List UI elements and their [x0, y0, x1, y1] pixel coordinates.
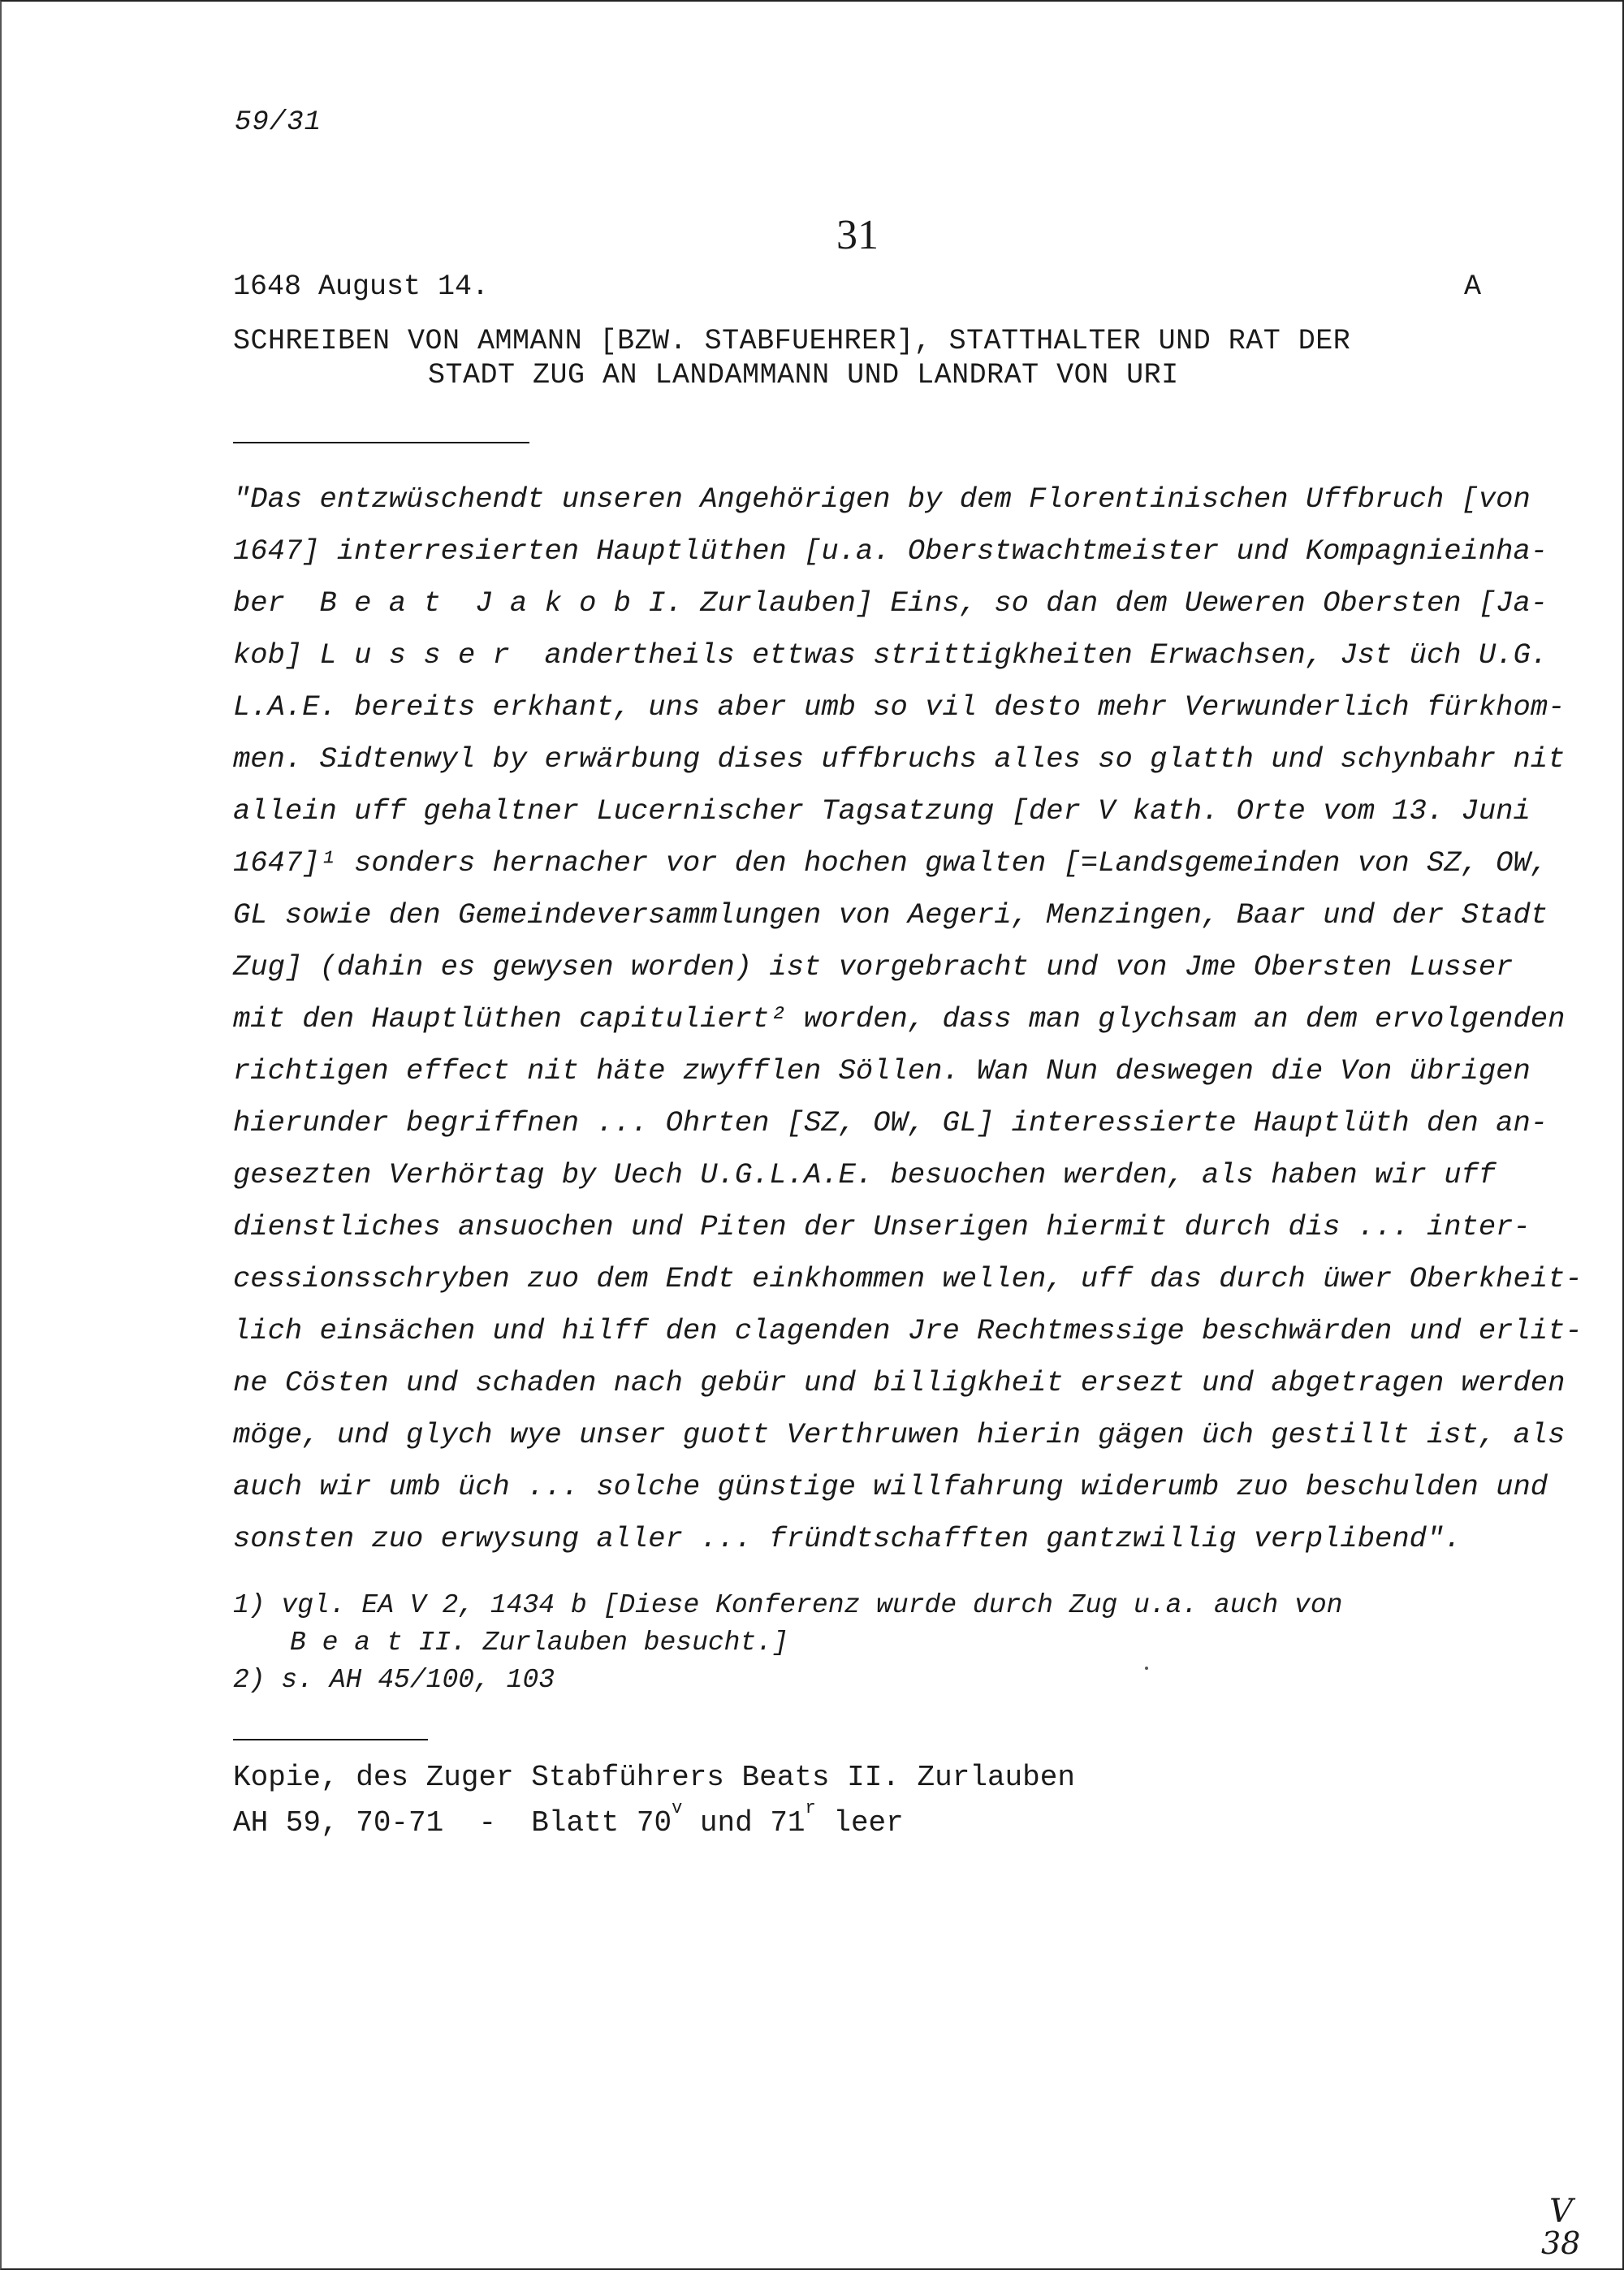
handwritten-page-number: 38 — [1541, 2225, 1581, 2261]
body-line: 1647]¹ sonders hernacher vor den hochen gwalten [=Landsgemeinden von SZ, OW, — [233, 846, 1548, 880]
body-line: cessionsschryben zuo dem Endt einkhommen wellen, uff das durch üwer Oberkheit- — [233, 1262, 1583, 1295]
handwritten-check: V — [1549, 2193, 1573, 2230]
document-date: 1648 August 14. — [233, 270, 490, 303]
archive-id: 59/31 — [235, 107, 322, 138]
body-line: mit den Hauptlüthen capituliert² worden, dass man glychsam an dem ervolgenden — [233, 1002, 1566, 1036]
footnote-2: 2) s. AH 45/100, 103 — [233, 1665, 555, 1695]
verso-superscript: v — [672, 1798, 683, 1818]
stray-mark — [1145, 1667, 1148, 1670]
footnote-1-continued: B e a t II. Zurlauben besucht.] — [290, 1628, 788, 1658]
body-line: GL sowie den Gemeindeversammlungen von Aegeri, Menzingen, Baar und der Stadt — [233, 898, 1548, 932]
recto-superscript: r — [805, 1798, 816, 1818]
body-line: gesezten Verhörtag by Uech U.G.L.A.E. besuochen werden, als haben wir uff — [233, 1158, 1497, 1191]
body-line: auch wir umb üch ... solche günstige willfahrung widerumb zuo beschulden und — [233, 1470, 1548, 1503]
body-line: möge, und glych wye unser guott Verthruwen hierin gägen üch gestillt ist, als — [233, 1418, 1566, 1451]
divider-bottom — [233, 1739, 428, 1740]
body-line: sonsten zuo erwysung aller ... fründtschafften gantzwillig verplibend". — [233, 1522, 1462, 1555]
source-line-2 — [233, 1798, 904, 1840]
body-line: "Das entzwüschendt unseren Angehörigen by dem Florentinischen Uffbruch [von — [233, 482, 1531, 516]
title-line-2: STADT ZUG AN LANDAMMANN UND LANDRAT VON URI — [428, 359, 1179, 391]
body-line: ber B e a t J a k o b I. Zurlauben] Eins, so dan dem Ueweren Obersten [Ja- — [233, 586, 1548, 620]
body-line: dienstliches ansuochen und Piten der Unserigen hiermit durch dis ... inter- — [233, 1210, 1531, 1243]
body-line: allein uff gehaltner Lucernischer Tagsatzung [der V kath. Orte vom 13. Juni — [233, 794, 1531, 828]
source-line-1: Kopie, des Zuger Stabführers Beats II. Zurlauben — [233, 1761, 1075, 1794]
body-line: lich einsächen und hilff den clagenden Jre Rechtmessige beschwärden und erlit- — [233, 1314, 1583, 1347]
body-line: L.A.E. bereits erkhant, uns aber umb so vil desto mehr Verwunderlich fürkhom- — [233, 690, 1566, 724]
divider-top — [233, 442, 529, 443]
document-number: 31 — [836, 212, 879, 258]
body-line: kob] L u s s e r andertheils ettwas strittigkheiten Erwachsen, Jst üch U.G. — [233, 638, 1548, 672]
body-line: Zug] (dahin es gewysen worden) ist vorgebracht und von Jme Obersten Lusser — [233, 950, 1514, 984]
body-line: richtigen effect nit häte zwyfflen Söllen. Wan Nun deswegen die Von übrigen — [233, 1054, 1531, 1087]
source-ref-and: und 71 — [682, 1806, 806, 1840]
body-line: men. Sidtenwyl by erwärbung dises uffbruchs alles so glatth und schynbahr nit — [233, 742, 1566, 776]
body-line: ne Cösten und schaden nach gebür und billigkheit ersezt und abgetragen werden — [233, 1366, 1566, 1399]
source-ref-blank: leer — [815, 1806, 904, 1840]
body-line: hierunder begriffnen ... Ohrten [SZ, OW, GL] interessierte Hauptlüth den an- — [233, 1106, 1548, 1139]
title-line-1: SCHREIBEN VON AMMANN [BZW. STABFUEHRER], STATTHALTER UND RAT DER — [233, 325, 1351, 357]
body-line: 1647] interresierten Hauptlüthen [u.a. Oberstwachtmeister und Kompagnieinha- — [233, 534, 1548, 568]
variant-mark: A — [1464, 270, 1482, 303]
footnote-1: 1) vgl. EA V 2, 1434 b [Diese Konferenz wurde durch Zug u.a. auch von — [233, 1590, 1343, 1620]
source-ref: AH 59, 70-71 - Blatt 70 — [233, 1806, 672, 1840]
